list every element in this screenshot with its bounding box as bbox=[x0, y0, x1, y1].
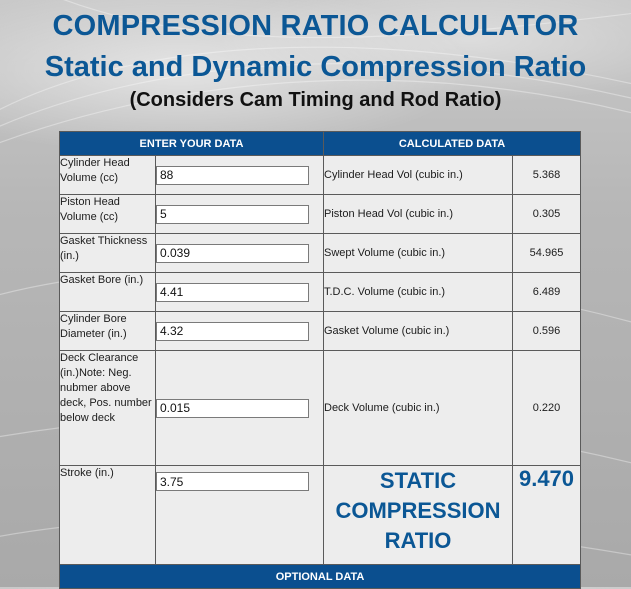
optional-data-header: OPTIONAL DATA bbox=[60, 565, 581, 589]
gasket-thickness-input[interactable] bbox=[156, 244, 309, 263]
enter-data-header: ENTER YOUR DATA bbox=[60, 132, 324, 156]
stroke-label: Stroke (in.) bbox=[60, 466, 156, 565]
deck-clearance-input[interactable] bbox=[156, 399, 309, 418]
table-row bbox=[60, 273, 581, 312]
cylinder-head-volume-input[interactable] bbox=[156, 166, 309, 185]
swept-volume-value: 54.965 bbox=[513, 234, 581, 273]
cylinder-bore-diameter-label: Cylinder Bore Diameter (in.) bbox=[60, 312, 156, 351]
page-subtitle: Static and Dynamic Compression Ratio bbox=[44, 51, 587, 83]
table-row bbox=[60, 351, 581, 466]
table-row bbox=[60, 234, 581, 273]
page-tagline: (Considers Cam Timing and Rod Ratio) bbox=[129, 89, 502, 111]
cylinder-bore-diameter-input[interactable] bbox=[156, 322, 309, 341]
cylinder-head-vol-label: Cylinder Head Vol (cubic in.) bbox=[324, 156, 513, 195]
table-row bbox=[60, 466, 581, 565]
static-compression-ratio-label: STATIC COMPRESSION RATIO bbox=[324, 466, 513, 565]
page-title: COMPRESSION RATIO CALCULATOR bbox=[52, 10, 579, 42]
piston-head-volume-input[interactable] bbox=[156, 205, 309, 224]
gasket-volume-label: Gasket Volume (cubic in.) bbox=[324, 312, 513, 351]
cylinder-head-volume-label: Cylinder Head Volume (cc) bbox=[60, 156, 156, 195]
tdc-volume-value: 6.489 bbox=[513, 273, 581, 312]
piston-head-volume-label: Piston Head Volume (cc) bbox=[60, 195, 156, 234]
table-row bbox=[60, 156, 581, 195]
swept-volume-label: Swept Volume (cubic in.) bbox=[324, 234, 513, 273]
deck-volume-label: Deck Volume (cubic in.) bbox=[324, 351, 513, 466]
table-row bbox=[60, 312, 581, 351]
gasket-volume-value: 0.596 bbox=[513, 312, 581, 351]
deck-clearance-label: Deck Clearance (in.)Note: Neg. nubmer above deck, Pos. number below deck bbox=[60, 351, 156, 466]
table-row bbox=[60, 195, 581, 234]
piston-head-vol-value: 0.305 bbox=[513, 195, 581, 234]
gasket-bore-label: Gasket Bore (in.) bbox=[60, 273, 156, 312]
cylinder-head-vol-value: 5.368 bbox=[513, 156, 581, 195]
stroke-input[interactable] bbox=[156, 472, 309, 491]
piston-head-vol-label: Piston Head Vol (cubic in.) bbox=[324, 195, 513, 234]
calculated-data-header: CALCULATED DATA bbox=[324, 132, 581, 156]
deck-volume-value: 0.220 bbox=[513, 351, 581, 466]
static-compression-ratio-value: 9.470 bbox=[513, 466, 581, 565]
tdc-volume-label: T.D.C. Volume (cubic in.) bbox=[324, 273, 513, 312]
calculator-table bbox=[59, 131, 581, 589]
gasket-bore-input[interactable] bbox=[156, 283, 309, 302]
gasket-thickness-label: Gasket Thickness (in.) bbox=[60, 234, 156, 273]
